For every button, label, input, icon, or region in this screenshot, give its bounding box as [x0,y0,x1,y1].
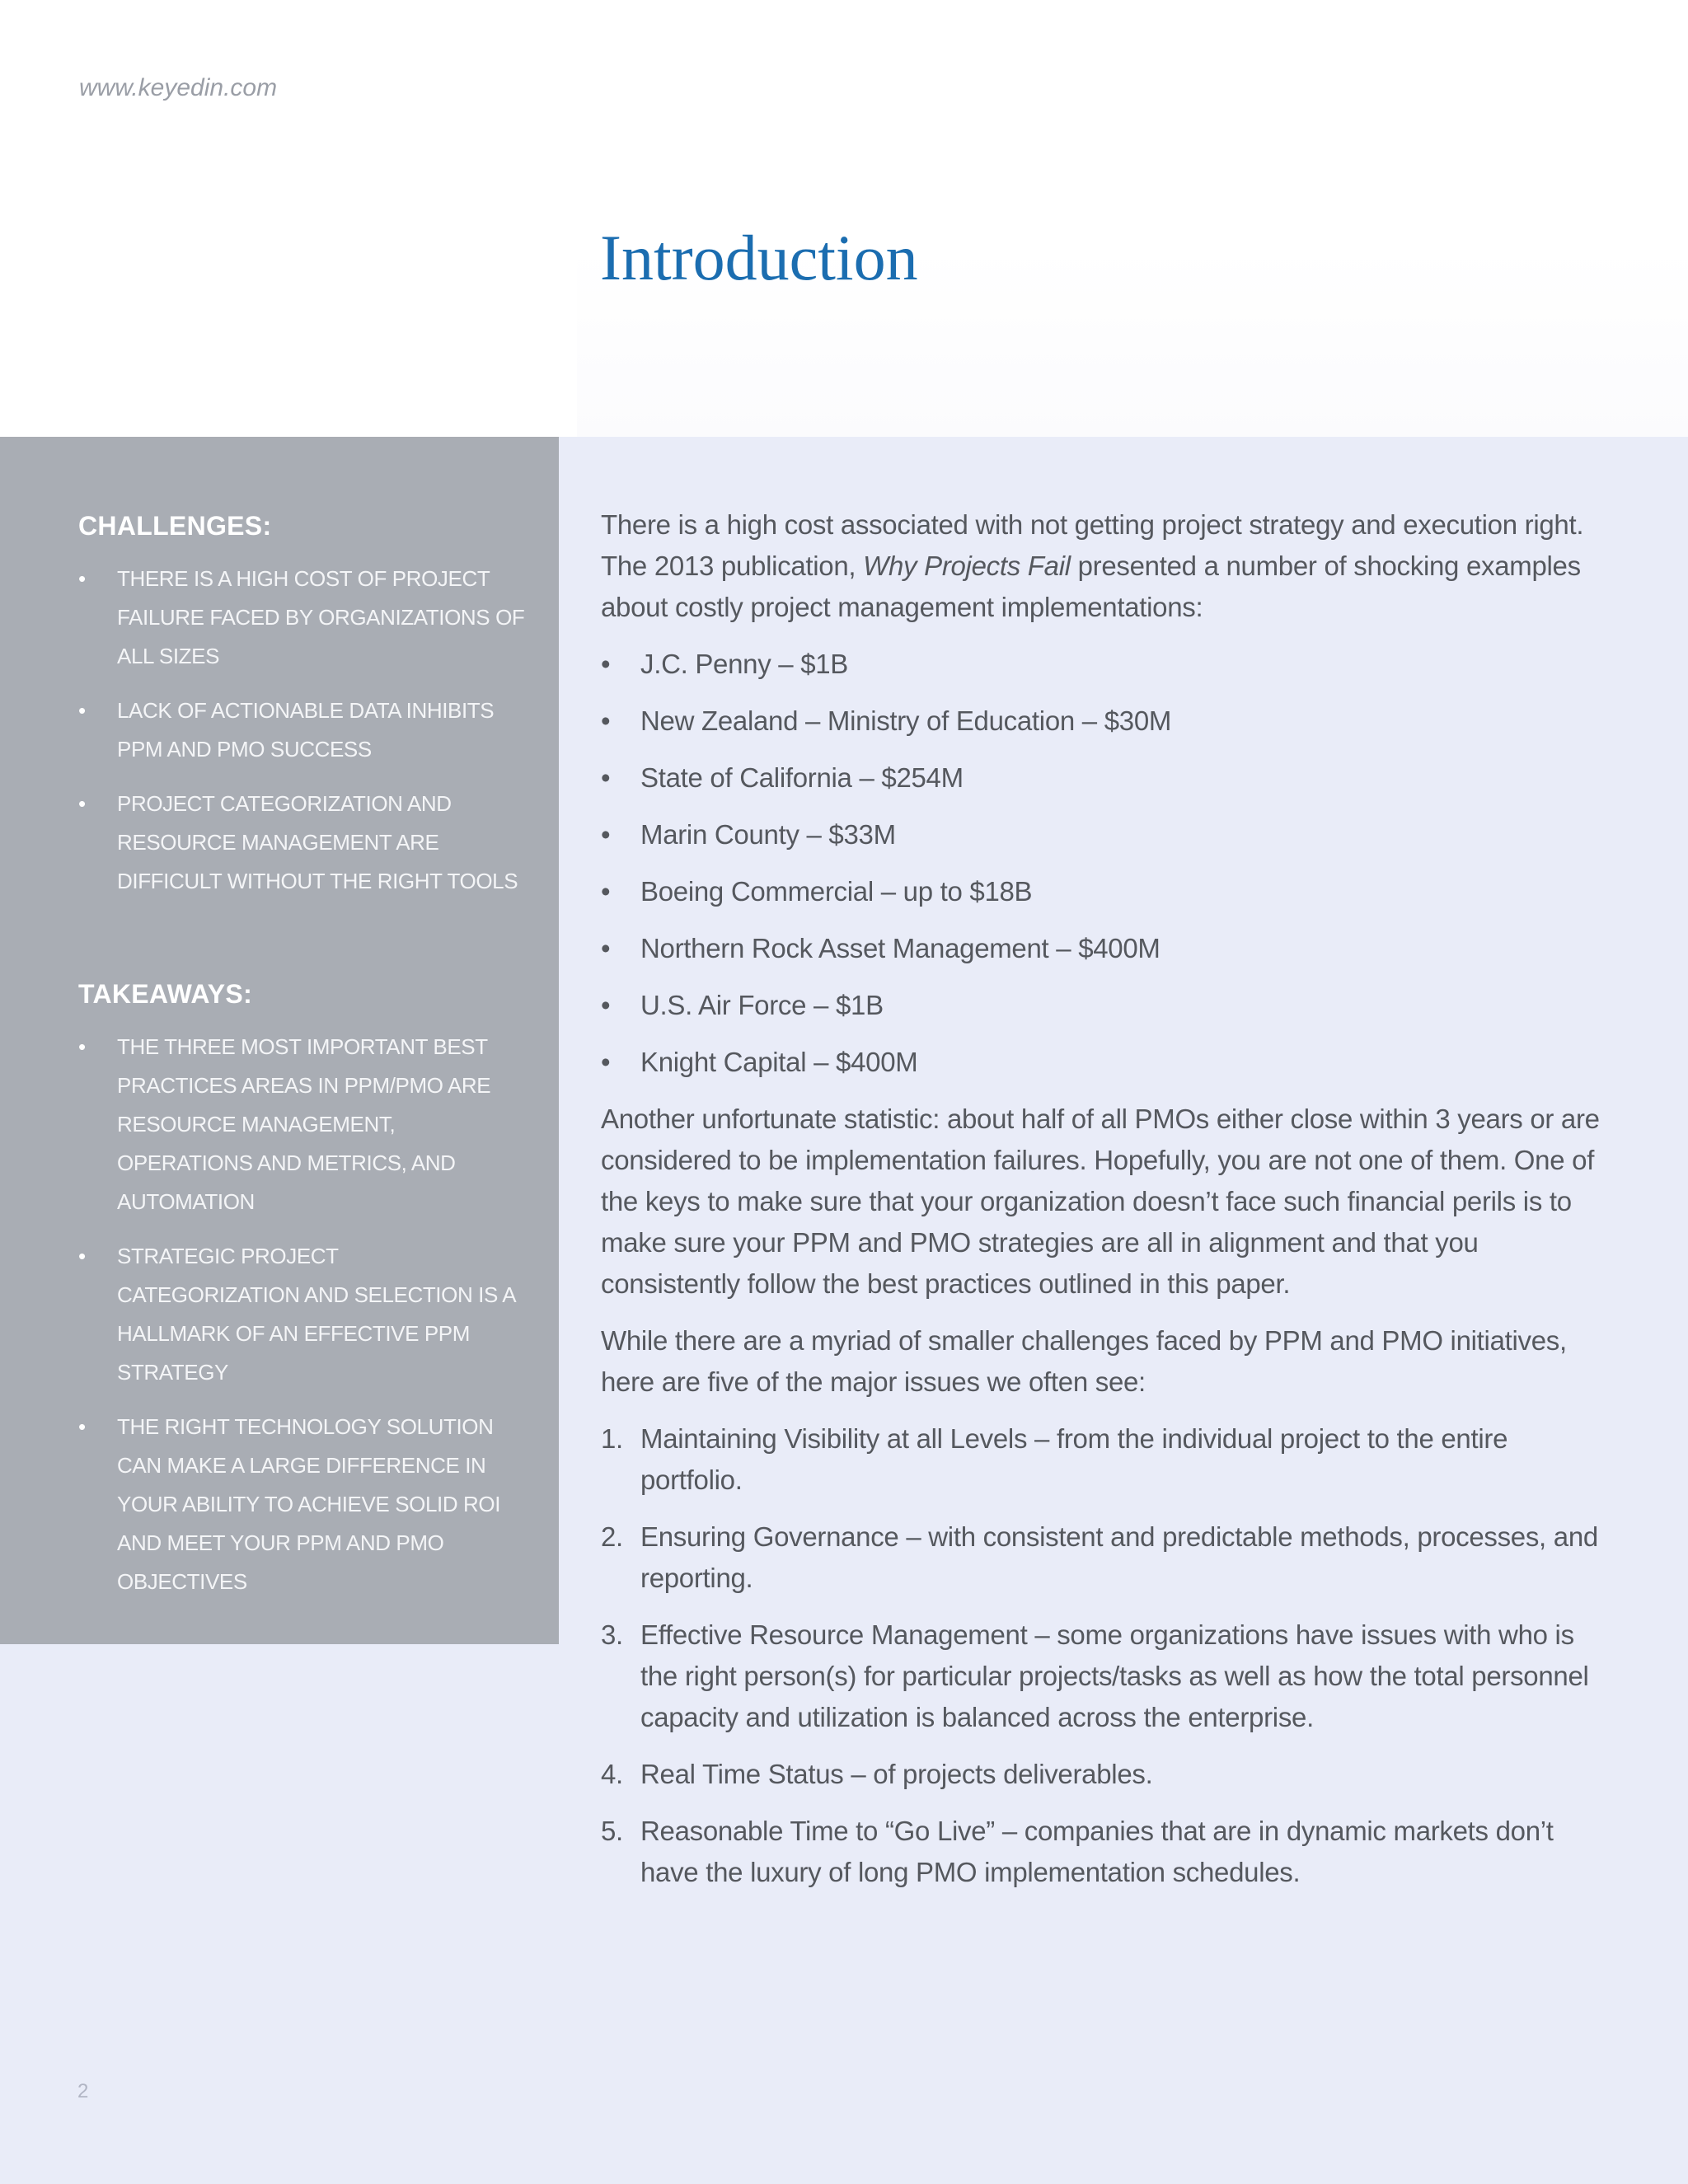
issue-number: 2. [601,1521,623,1552]
issue-number: 5. [601,1816,623,1846]
issue-number: 1. [601,1423,623,1454]
issue-number: 3. [601,1619,623,1650]
failure-example: • New Zealand – Ministry of Education – $30M [601,701,1615,742]
failure-example: • U.S. Air Force – $1B [601,985,1615,1026]
issues-intro-paragraph: While there are a myriad of smaller challenges faced by PPM and PMO initiatives, here are five of the major issues we often see: [601,1325,1567,1397]
failure-example: • Knight Capital – $400M [601,1042,1615,1083]
takeaways-list [78,1028,526,1601]
sidebar-panel [0,437,559,1644]
statistic-paragraph: Another unfortunate statistic: about half of all PMOs either close within 3 years or are considered to be implementation failures. Hopefully, you are not one of them. One of the keys to make sure that your organization doesn’t face such financial perils is to make sure your PPM and PMO strategies are all in alignment and that you consistently follow the best practices outlined in this paper. [601,1104,1600,1299]
failure-example: • Marin County – $33M [601,814,1615,855]
challenge-item: • PROJECT CATEGORIZATION AND RESOURCE MANAGEMENT ARE DIFFICULT WITHOUT THE RIGHT TOOLS [78,785,526,901]
failure-example: • State of California – $254M [601,757,1615,799]
issue-text: Effective Resource Management – some organizations have issues with who is the right person(s) for particular projects/tasks as well as how the total personnel capacity and utilization is balanced across the enterprise. [640,1619,1589,1732]
publication-title: Why Projects Fail [863,551,1071,581]
page-title: Introduction [600,222,918,293]
intro-text-start: There is a high cost associated with not getting project strategy and execution right. The 2013 publication, [601,509,1584,581]
intro-paragraph [601,504,1615,628]
takeaways-heading: TAKEAWAYS: [78,979,253,1009]
takeaway-item: • THE THREE MOST IMPORTANT BEST PRACTICES AREAS IN PPM/PMO ARE RESOURCE MANAGEMENT, OPERATIONS AND METRICS, AND AUTOMATION [78,1028,526,1221]
takeaway-item: • STRATEGIC PROJECT CATEGORIZATION AND SELECTION IS A HALLMARK OF AN EFFECTIVE PPM STRATEGY [78,1237,526,1392]
issue-item [601,1418,1615,1501]
failure-example: • J.C. Penny – $1B [601,644,1615,685]
website-url: www.keyedin.com [79,74,278,101]
issue-item [601,1811,1615,1893]
issue-text: Ensuring Governance – with consistent and predictable methods, processes, and reporting. [640,1521,1598,1593]
issue-item [601,1754,1615,1795]
issue-item [601,1516,1615,1599]
issue-text: Maintaining Visibility at all Levels – from the individual project to the entire portfolio. [640,1423,1508,1495]
challenge-item: • LACK OF ACTIONABLE DATA INHIBITS PPM AND PMO SUCCESS [78,691,526,769]
takeaway-item: • THE RIGHT TECHNOLOGY SOLUTION CAN MAKE A LARGE DIFFERENCE IN YOUR ABILITY TO ACHIEVE SOLID ROI AND MEET YOUR PPM AND PMO OBJECTIVES [78,1408,526,1601]
failure-example: • Northern Rock Asset Management – $400M [601,928,1615,969]
challenge-item: • THERE IS A HIGH COST OF PROJECT FAILURE FACED BY ORGANIZATIONS OF ALL SIZES [78,560,526,676]
challenges-heading: CHALLENGES: [78,511,272,541]
main-content [601,504,1615,1909]
challenges-list [78,560,526,901]
issue-item [601,1615,1615,1738]
failure-examples-list [601,644,1615,1083]
major-issues-list [601,1418,1615,1893]
issue-number: 4. [601,1759,623,1789]
failure-example: • Boeing Commercial – up to $18B [601,871,1615,912]
intro-text-end: presented a number of shocking examples about costly project management implementations: [601,551,1581,622]
page-number: 2 [77,2080,89,2102]
issue-text: Real Time Status – of projects deliverables. [640,1759,1153,1789]
issue-text: Reasonable Time to “Go Live” – companies that are in dynamic markets don’t have the luxury of long PMO implementation schedules. [640,1816,1554,1887]
